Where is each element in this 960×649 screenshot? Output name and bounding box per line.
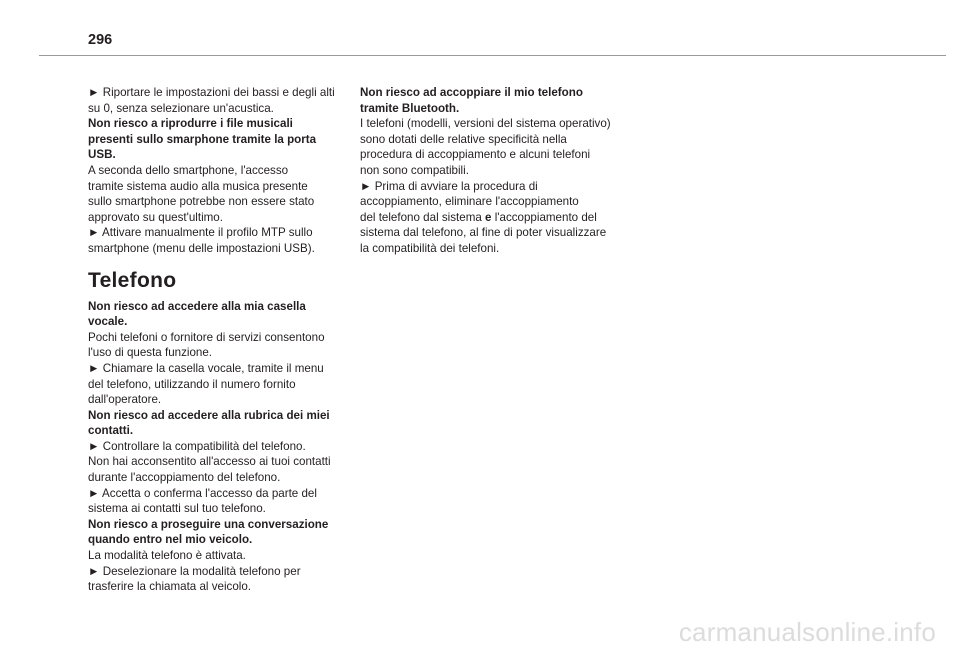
faq-question-line: contatti. [88,424,134,438]
page-number: 296 [88,32,113,48]
faq-question-line: vocale. [88,315,128,329]
faq-answer-line: tramite sistema audio alla musica presente [88,179,308,193]
faq-answer-line: Pochi telefoni o fornitore di servizi consentono [88,330,325,344]
faq-answer-line: I telefoni (modelli, versioni del sistema operativo) [360,117,611,131]
faq-question-line: presenti sullo smarphone tramite la porta [88,132,317,146]
right-column [360,85,630,257]
answer-bold-word: e [485,210,492,224]
faq-answer-line: ► Attivare manualmente il profilo MTP sullo [88,226,313,240]
faq-answer-line: la compatibilità dei telefoni. [360,241,500,255]
faq-answer-line: sistema ai contatti sul tuo telefono. [88,502,266,516]
faq-answer-line: accoppiamento, eliminare l'accoppiamento [360,195,579,209]
faq-answer-line: approvato su quest'ultimo. [88,210,223,224]
faq-answer-line: del telefono, utilizzando il numero fornito [88,377,296,391]
faq-question-line: Non riesco ad accedere alla mia casella [88,299,306,313]
faq-answer-line: l'uso di questa funzione. [88,346,213,360]
faq-answer-line: non sono compatibili. [360,163,469,177]
section-title: Telefono [88,268,177,292]
faq-answer-line [360,210,630,226]
faq-answer-line: smartphone (menu delle impostazioni USB). [88,241,315,255]
intro-line: ► Riportare le impostazioni dei bassi e degli alti [88,86,335,99]
faq-answer-line: ► Accetta o conferma l'accesso da parte del [88,486,317,500]
faq-answer-line: La modalità telefono è attivata. [88,549,246,563]
faq-question-line: tramite Bluetooth. [360,101,460,115]
faq-answer-line: procedura di accoppiamento e alcuni telefoni [360,148,591,162]
faq-question-line: USB. [88,148,116,162]
faq-answer-line: dall'operatore. [88,393,162,407]
faq-answer-line: ► Chiamare la casella vocale, tramite il menu [88,361,324,375]
faq-question-line: quando entro nel mio veicolo. [88,533,253,547]
faq-question-line: Non riesco a proseguire una conversazione [88,517,329,531]
faq-question-line: Non riesco ad accedere alla rubrica dei miei [88,408,330,422]
header-divider [39,55,946,56]
faq-answer-line: durante l'accoppiamento del telefono. [88,471,281,485]
faq-answer-line: sono dotati delle relative specificità nella [360,132,567,146]
faq-answer-line: trasferire la chiamata al veicolo. [88,580,252,594]
faq-answer-line: sullo smartphone potrebbe non essere stato [88,195,315,209]
faq-answer-line: ► Prima di avviare la procedura di [360,179,538,193]
faq-answer-line: ► Deselezionare la modalità telefono per [88,564,301,578]
watermark: carmanualsonline.info [678,617,936,647]
answer-text: l'accoppiamento del [491,210,597,224]
faq-question-line: Non riesco a riprodurre i file musicali [88,117,293,131]
faq-answer-line: sistema dal telefono, al fine di poter visualizzare [360,226,607,240]
faq-question-line: Non riesco ad accoppiare il mio telefono [360,86,583,99]
left-column [88,85,358,595]
answer-text: del telefono dal sistema [360,210,486,224]
intro-line: su 0, senza selezionare un'acustica. [88,101,274,115]
faq-answer-line: ► Controllare la compatibilità del telefono. [88,439,306,453]
faq-answer-line: A seconda dello smartphone, l'accesso [88,163,289,177]
faq-answer-line: Non hai acconsentito all'accesso ai tuoi contatti [88,455,331,469]
